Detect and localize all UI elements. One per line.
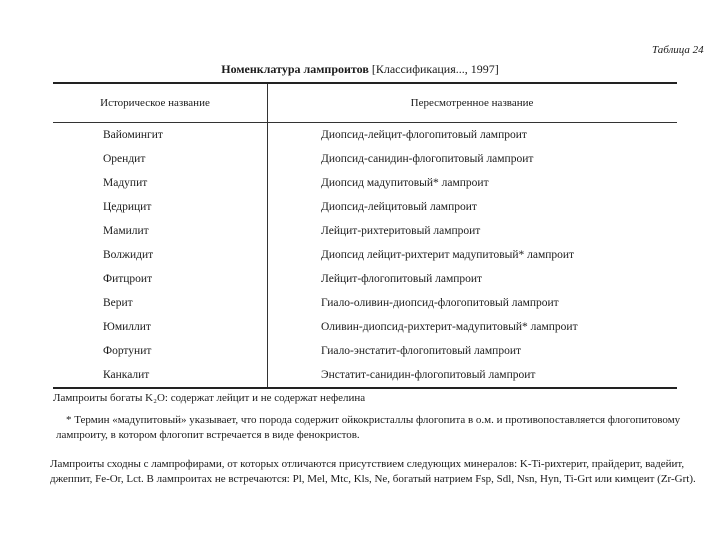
revised-name: Гиало-оливин-диопсид-флогопитовый лампроит xyxy=(321,297,559,309)
revised-name: Диопсид-лейцит-флогопитовый лампроит xyxy=(321,129,527,141)
historical-name: Мадупит xyxy=(103,177,148,189)
minerals-note: Лампроиты сходны с лампрофирами, от которых отличаются присутствием следующих минералов: K-Ti-рихтерит, прайдерит, вадейит, джеппит, Fe-Or, Lct. В лампроитах не встречаются: Pl, Mel, Mtc, Kls, Ne, богатый натрием Fsp, Sdl, Nsn, Hyn, Ti-Grt или кимцеит (Zr-Grt). xyxy=(50,458,696,485)
header-revised: Пересмотренное название xyxy=(410,97,534,109)
revised-name: Гиало-энстатит-флогопитовый лампроит xyxy=(321,345,521,357)
revised-name: Диопсид мадупитовый* лампроит xyxy=(321,177,489,189)
table-row xyxy=(53,123,677,147)
historical-name: Цедрицит xyxy=(103,201,152,213)
composition-note: Лампроиты богаты K₂O: содержат лейцит и не содержат нефелина xyxy=(53,392,366,404)
table-number-label: Таблица 24 xyxy=(652,44,704,56)
revised-name: Энстатит-санидин-флогопитовый лампроит xyxy=(321,369,536,381)
historical-name: Юмиллит xyxy=(103,321,151,333)
historical-name: Фитцроит xyxy=(103,273,153,285)
revised-name: Диопсид-лейцитовый лампроит xyxy=(321,201,477,213)
historical-name: Фортунит xyxy=(103,345,152,357)
footnote: * Термин «мадупитовый» указывает, что порода содержит ойкокристаллы флогопита в о.м. и противопоставляется флогопитовому лампроиту, в котором флогопит встречается в виде фенокристов. xyxy=(56,414,681,441)
nomenclature-table xyxy=(53,82,677,389)
title-citation: [Классификация..., 1997] xyxy=(368,62,499,76)
table-row xyxy=(53,219,677,243)
table-row xyxy=(53,339,677,363)
table-row xyxy=(53,267,677,291)
table-row xyxy=(53,171,677,195)
revised-name: Лейцит-рихтеритовый лампроит xyxy=(321,225,481,237)
historical-name: Орендит xyxy=(103,153,146,165)
table-row xyxy=(53,243,677,267)
historical-name: Вайомингит xyxy=(103,129,163,141)
table-row xyxy=(53,147,677,171)
table-title xyxy=(0,62,720,77)
revised-name: Оливин-диопсид-рихтерит-мадупитовый* лампроит xyxy=(321,321,578,333)
table-row xyxy=(53,315,677,339)
revised-name: Лейцит-флогопитовый лампроит xyxy=(321,273,483,285)
revised-name: Диопсид-санидин-флогопитовый лампроит xyxy=(321,153,534,165)
historical-name: Канкалит xyxy=(103,369,150,381)
header-historical: Историческое название xyxy=(100,97,210,109)
table-row xyxy=(53,195,677,219)
table-row xyxy=(53,363,677,387)
historical-name: Мамилит xyxy=(103,225,149,237)
historical-name: Волжидит xyxy=(103,249,154,261)
table-header xyxy=(53,84,677,123)
table-row xyxy=(53,291,677,315)
revised-name: Диопсид лейцит-рихтерит мадупитовый* лампроит xyxy=(321,249,575,261)
historical-name: Верит xyxy=(103,297,133,309)
column-divider xyxy=(267,84,268,387)
title-main: Номенклатура лампроитов xyxy=(221,62,369,76)
